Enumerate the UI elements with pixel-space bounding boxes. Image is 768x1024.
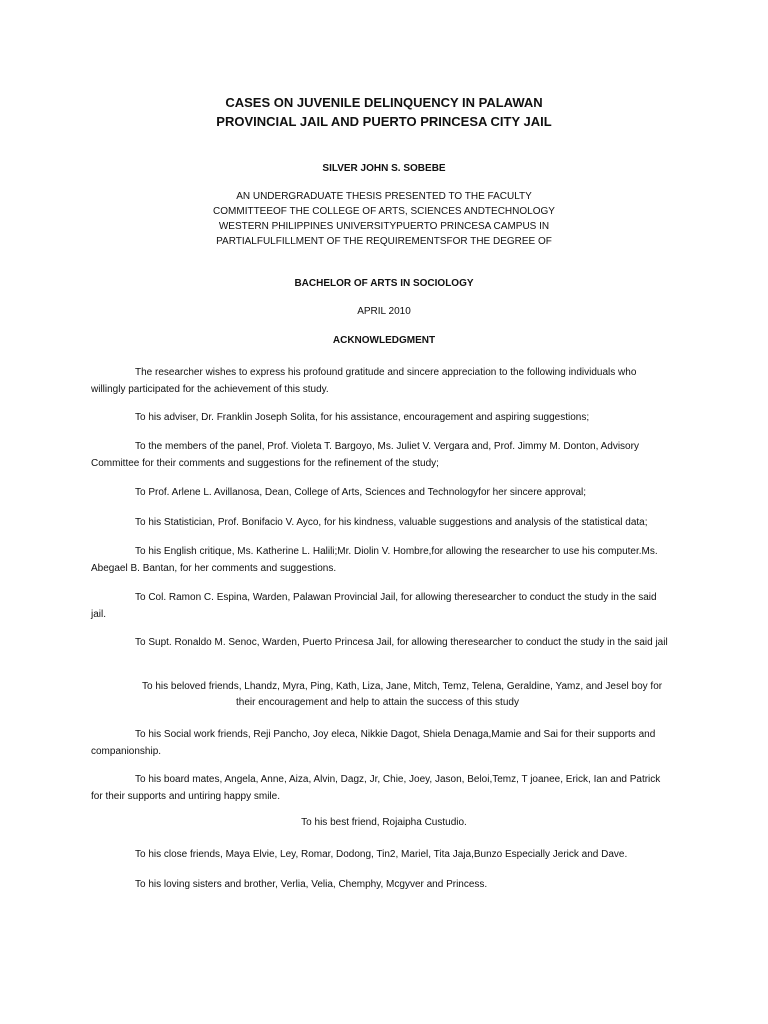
acknowledgment-paragraph: To his Social work friends, Reji Pancho, Joy eleca, Nikkie Dagot, Shiela Denaga,Mamie and Sai for their supports and companionship. bbox=[91, 729, 656, 757]
friends-line-1: To his beloved friends, Lhandz, Myra, Ping, Kath, Liza, Jane, Mitch, Temz, Telena, Geraldine, Yamz, and Jesel boy for bbox=[142, 681, 663, 692]
thesis-statement-line-2: COMMITTEEOF THE COLLEGE OF ARTS, SCIENCES ANDTECHNOLOGY bbox=[213, 206, 555, 217]
thesis-statement-line-4: PARTIALFULFILLMENT OF THE REQUIREMENTSFOR THE DEGREE OF bbox=[216, 236, 552, 247]
acknowledgment-paragraph: To his English critique, Ms. Katherine L. Halili;Mr. Diolin V. Hombre,for allowing the researcher to use his computer.Ms. Abegael B. Bantan, for her comments and suggestions. bbox=[91, 546, 658, 574]
acknowledgment-paragraph: To Col. Ramon C. Espina, Warden, Palawan Provincial Jail, for allowing theresearcher to conduct the study in the said jail. bbox=[91, 592, 657, 620]
degree-name: BACHELOR OF ARTS IN SOCIOLOGY bbox=[294, 278, 474, 289]
acknowledgment-paragraph: To his Statistician, Prof. Bonifacio V. Ayco, for his kindness, valuable suggestions and analysis of the statistical data; bbox=[135, 517, 648, 528]
acknowledgment-paragraph: To his adviser, Dr. Franklin Joseph Solita, for his assistance, encouragement and aspiring suggestions; bbox=[135, 412, 590, 423]
thesis-title-line-1: CASES ON JUVENILE DELINQUENCY IN PALAWAN bbox=[225, 95, 543, 110]
author-name: SILVER JOHN S. SOBEBE bbox=[322, 163, 446, 174]
acknowledgment-paragraph: To his board mates, Angela, Anne, Aiza, Alvin, Dagz, Jr, Chie, Joey, Jason, Beloi,Temz, T joanee, Erick, Ian and Patrick for their supports and untiring happy smile. bbox=[91, 774, 661, 802]
acknowledgment-paragraph: To his close friends, Maya Elvie, Ley, Romar, Dodong, Tin2, Mariel, Tita Jaja,Bunzo Especially Jerick and Dave. bbox=[135, 849, 628, 860]
thesis-statement-line-3: WESTERN PHILIPPINES UNIVERSITYPUERTO PRINCESA CAMPUS IN bbox=[218, 221, 550, 232]
thesis-date: APRIL 2010 bbox=[357, 306, 411, 317]
acknowledgment-paragraph: The researcher wishes to express his profound gratitude and sincere appreciation to the following individuals who willingly participated for the achievement of this study. bbox=[91, 367, 637, 395]
thesis-statement-line-1: AN UNDERGRADUATE THESIS PRESENTED TO THE FACULTY bbox=[236, 191, 532, 202]
thesis-title-line-2: PROVINCIAL JAIL AND PUERTO PRINCESA CITY JAIL bbox=[216, 114, 552, 129]
friends-line-2: their encouragement and help to attain the success of this study bbox=[236, 697, 519, 708]
acknowledgment-paragraph: To Prof. Arlene L. Avillanosa, Dean, College of Arts, Sciences and Technologyfor her sincere approval; bbox=[135, 487, 587, 498]
acknowledgment-paragraph: To his loving sisters and brother, Verlia, Velia, Chemphy, Mcgyver and Princess. bbox=[135, 879, 488, 890]
acknowledgment-paragraph: To Supt. Ronaldo M. Senoc, Warden, Puerto Princesa Jail, for allowing theresearcher to conduct the study in the said jail bbox=[135, 637, 668, 648]
acknowledgment-paragraph: To the members of the panel, Prof. Violeta T. Bargoyo, Ms. Juliet V. Vergara and, Prof. Jimmy M. Donton, Advisory Committee for their comments and suggestions for the refinement of the study; bbox=[91, 441, 639, 469]
acknowledgment-heading: ACKNOWLEDGMENT bbox=[332, 335, 436, 346]
best-friend-line: To his best friend, Rojaipha Custudio. bbox=[301, 817, 467, 828]
